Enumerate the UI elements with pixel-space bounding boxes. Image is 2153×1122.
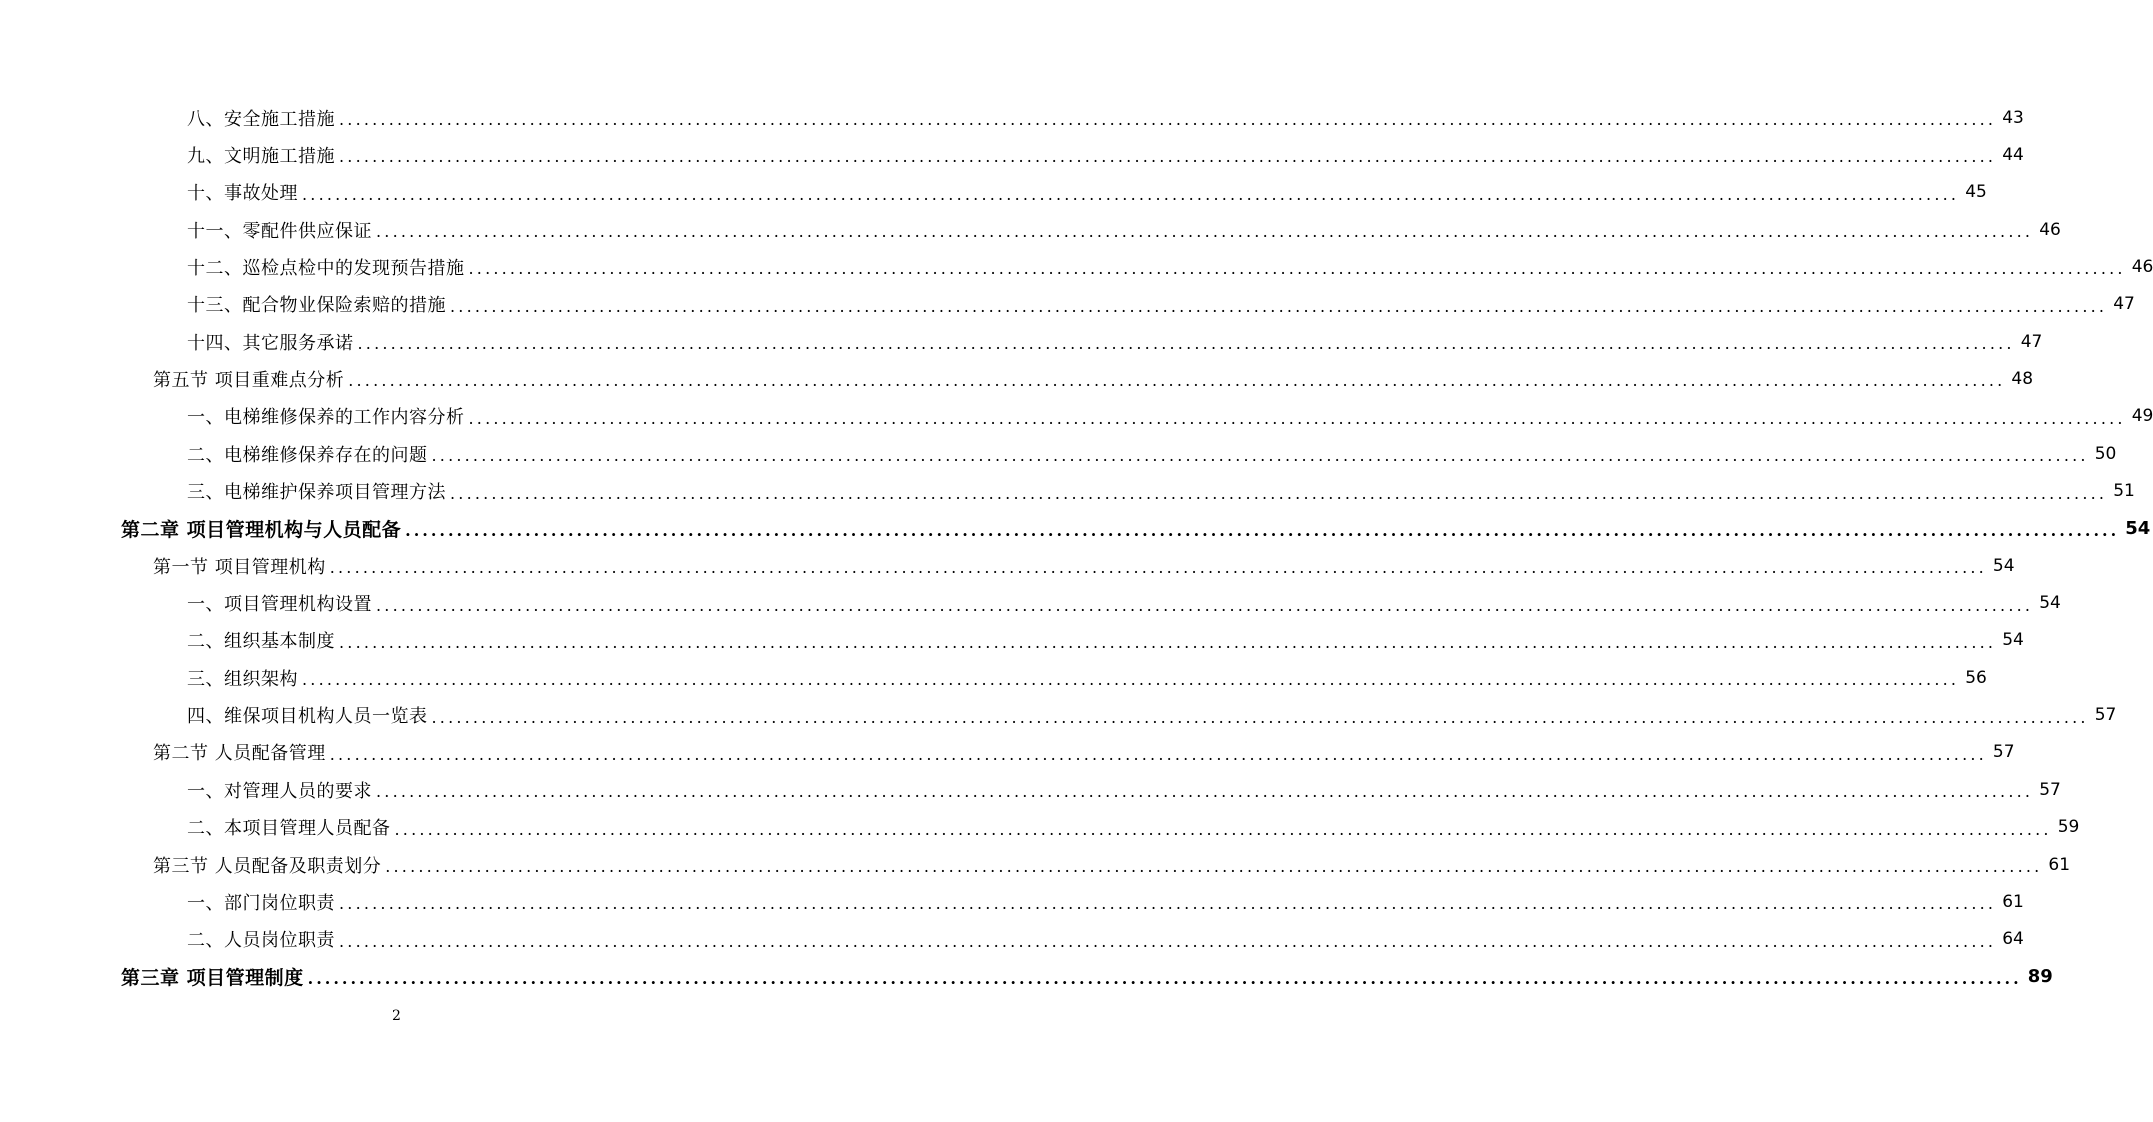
- toc-subsection-entry[interactable]: [0, 174, 1987, 211]
- toc-leader-dots: ........................................................................................................................................................................................................: [329, 744, 1987, 764]
- toc-section-entry[interactable]: [0, 846, 2071, 883]
- toc-entry-title: 第二章 项目管理机构与人员配备: [121, 518, 402, 541]
- toc-entry-page-number: 54: [1992, 555, 2015, 576]
- toc-entry-page-number: 45: [1965, 182, 1987, 203]
- toc-subsection-entry[interactable]: [0, 697, 2117, 734]
- toc-entry-page-number: 89: [2027, 966, 2053, 988]
- toc-entry-title: 一、电梯维修保养的工作内容分析: [187, 407, 465, 429]
- toc-entry-title: 九、文明施工措施: [187, 145, 335, 167]
- toc-entry-title: 第三节 人员配备及职责划分: [153, 855, 382, 877]
- toc-subsection-entry[interactable]: [0, 435, 2117, 472]
- toc-subsection-entry[interactable]: [0, 921, 2024, 958]
- toc-entry-page-number: 57: [2094, 705, 2117, 726]
- toc-section-entry[interactable]: [0, 547, 2015, 584]
- toc-entry-page-number: 47: [2113, 294, 2135, 315]
- toc-entry-page-number: 54: [2125, 517, 2151, 539]
- toc-entry-page-number: 54: [2039, 593, 2061, 614]
- toc-entry-title: 一、项目管理机构设置: [187, 594, 372, 616]
- toc-leader-dots: ........................................................................................................................................................................................................: [302, 184, 1960, 204]
- toc-entry-title: 第二节 人员配备管理: [153, 743, 326, 765]
- toc-entry-page-number: 61: [2048, 854, 2071, 875]
- toc-subsection-entry[interactable]: [0, 585, 2061, 622]
- toc-entry-page-number: 47: [2020, 331, 2043, 352]
- toc-leader-dots: ........................................................................................................................................................................................................: [348, 371, 2006, 391]
- toc-entry-page-number: 57: [1992, 742, 2015, 763]
- toc-leader-dots: ........................................................................................................................................................................................................: [450, 483, 2108, 503]
- toc-leader-dots: ........................................................................................................................................................................................................: [394, 819, 2052, 839]
- toc-leader-dots: ........................................................................................................................................................................................................: [329, 558, 1987, 578]
- toc-subsection-entry[interactable]: [0, 211, 2061, 248]
- toc-entry-title: 八、安全施工措施: [187, 108, 335, 130]
- toc-entry-title: 十三、配合物业保险索赔的措施: [187, 295, 446, 317]
- toc-leader-dots: ........................................................................................................................................................................................................: [307, 969, 2022, 989]
- toc-entry-title: 十、事故处理: [187, 183, 298, 205]
- toc-section-entry[interactable]: [0, 360, 2034, 397]
- toc-leader-dots: ........................................................................................................................................................................................................: [468, 259, 2126, 279]
- toc-leader-dots: ........................................................................................................................................................................................................: [339, 894, 1997, 914]
- toc-entry-page-number: 59: [2057, 817, 2080, 838]
- toc-leader-dots: ........................................................................................................................................................................................................: [385, 857, 2043, 876]
- toc-entry-page-number: 46: [2039, 219, 2061, 240]
- toc-subsection-entry[interactable]: [0, 809, 2080, 846]
- toc-entry-title: 二、本项目管理人员配备: [187, 818, 391, 840]
- toc-section-entry[interactable]: [0, 734, 2015, 771]
- toc-leader-dots: ........................................................................................................................................................................................................: [357, 334, 2015, 354]
- toc-entry-page-number: 44: [2002, 144, 2024, 165]
- toc-entry-title: 四、维保项目机构人员一览表: [187, 706, 428, 728]
- toc-entry-page-number: 43: [2002, 107, 2024, 128]
- toc-leader-dots: ........................................................................................................................................................................................................: [339, 632, 1997, 652]
- toc-entry-page-number: 64: [2002, 929, 2024, 950]
- toc-subsection-entry[interactable]: [0, 136, 2024, 173]
- toc-subsection-entry[interactable]: [0, 659, 1987, 696]
- toc-entry-page-number: 54: [2002, 630, 2024, 651]
- toc-subsection-entry[interactable]: [0, 248, 2153, 285]
- toc-entry-page-number: 49: [2131, 406, 2153, 427]
- toc-entry-title: 一、部门岗位职责: [187, 892, 335, 914]
- toc-subsection-entry[interactable]: [0, 883, 2024, 920]
- toc-leader-dots: ........................................................................................................................................................................................................: [302, 670, 1960, 690]
- toc-subsection-entry[interactable]: [0, 286, 2135, 323]
- toc-subsection-entry[interactable]: [0, 622, 2024, 659]
- toc-subsection-entry[interactable]: [0, 398, 2153, 435]
- toc-leader-dots: ........................................................................................................................................................................................................: [339, 931, 1997, 951]
- toc-entry-title: 二、组织基本制度: [187, 631, 335, 653]
- toc-entry-page-number: 57: [2039, 779, 2061, 800]
- toc-entry-title: 一、对管理人员的要求: [187, 780, 372, 802]
- toc-leader-dots: ........................................................................................................................................................................................................: [376, 222, 2034, 242]
- page-number: 2: [392, 1008, 401, 1024]
- toc-entry-title: 二、人员岗位职责: [187, 930, 335, 952]
- toc-entry-title: 三、组织架构: [187, 668, 298, 690]
- toc-leader-dots: ........................................................................................................................................................................................................: [431, 446, 2089, 466]
- toc-chapter-entry[interactable]: [0, 958, 2053, 995]
- toc-subsection-entry[interactable]: [0, 473, 2135, 510]
- toc-entry-title: 十二、巡检点检中的发现预告措施: [187, 257, 465, 279]
- toc-entry-title: 第三章 项目管理制度: [121, 967, 304, 990]
- toc-leader-dots: ........................................................................................................................................................................................................: [468, 408, 2126, 428]
- toc-entry-title: 三、电梯维护保养项目管理方法: [187, 482, 446, 503]
- toc-leader-dots: ........................................................................................................................................................................................................: [376, 595, 2034, 615]
- toc-entry-title: 十四、其它服务承诺: [187, 332, 354, 354]
- toc-subsection-entry[interactable]: [0, 323, 2043, 360]
- toc-subsection-entry[interactable]: [0, 99, 2024, 136]
- toc-subsection-entry[interactable]: [0, 771, 2061, 808]
- toc-entry-title: 二、电梯维修保养存在的问题: [187, 444, 428, 466]
- toc-entry-page-number: 61: [2002, 891, 2024, 912]
- toc-leader-dots: ........................................................................................................................................................................................................: [405, 520, 2120, 540]
- toc-entry-page-number: 50: [2094, 443, 2117, 464]
- toc-entry-title: 第一节 项目管理机构: [153, 556, 326, 578]
- toc-entry-page-number: 46: [2131, 256, 2153, 277]
- toc-leader-dots: ........................................................................................................................................................................................................: [339, 147, 1997, 167]
- toc-leader-dots: ........................................................................................................................................................................................................: [450, 296, 2108, 316]
- toc-entry-page-number: 48: [2011, 368, 2034, 389]
- toc-leader-dots: ........................................................................................................................................................................................................: [431, 707, 2089, 727]
- toc-entry-page-number: 51: [2113, 481, 2135, 501]
- toc-entry-title: 十一、零配件供应保证: [187, 220, 372, 242]
- toc-entry-title: 第五节 项目重难点分析: [153, 369, 345, 391]
- toc-entry-page-number: 56: [1965, 667, 1987, 688]
- toc-leader-dots: ........................................................................................................................................................................................................: [376, 782, 2034, 802]
- toc-chapter-entry[interactable]: [0, 510, 2151, 547]
- toc-leader-dots: ........................................................................................................................................................................................................: [339, 110, 1997, 129]
